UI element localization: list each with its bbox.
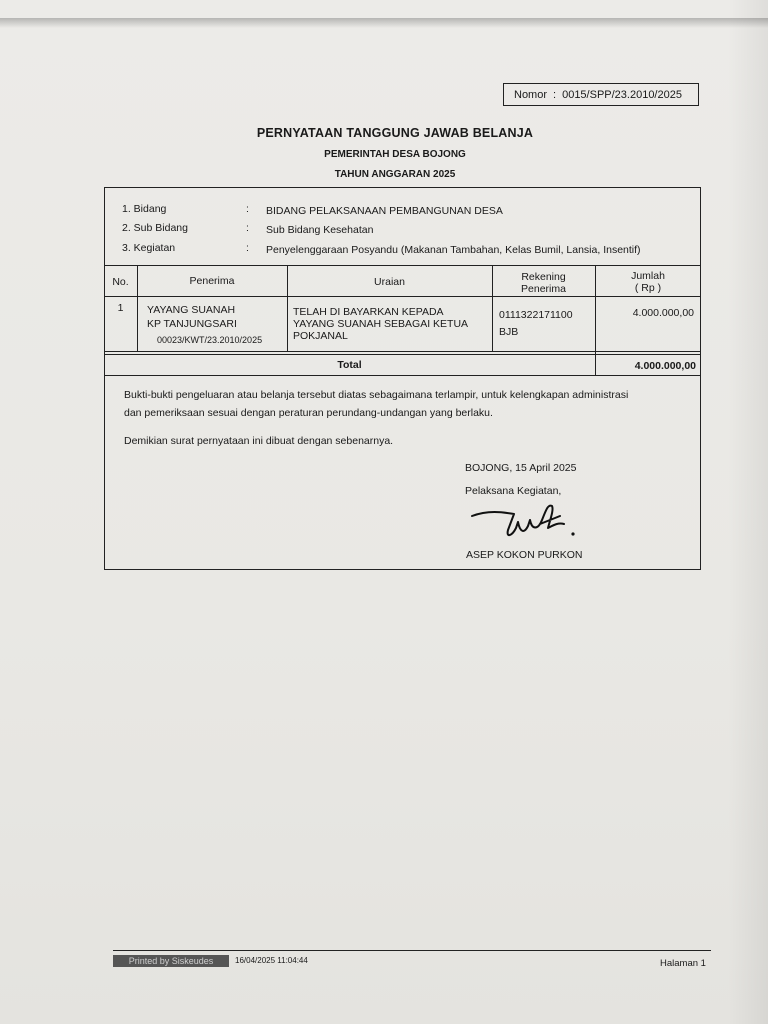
table-total-top-border — [104, 354, 701, 355]
row-uraian-line3: POKJANAL — [293, 330, 348, 342]
table-header-border — [104, 296, 701, 297]
info-subbidang-label: 2. Sub Bidang — [122, 222, 188, 234]
table-bottom-border — [104, 375, 701, 376]
printed-timestamp: 16/04/2025 11:04:44 — [235, 956, 308, 965]
table-row-border — [104, 351, 701, 352]
header-uraian: Uraian — [374, 276, 405, 288]
row-penerima-name: YAYANG SUANAH — [147, 304, 236, 316]
nomor-value: 0015/SPP/23.2010/2025 — [562, 89, 682, 101]
document-subtitle: PEMERINTAH DESA BOJONG — [324, 149, 466, 160]
row-penerima-kwitansi: 00023/KWT/23.2010/2025 — [157, 335, 263, 345]
info-bidang-value: BIDANG PELAKSANAAN PEMBANGUNAN DESA — [266, 205, 503, 217]
footer-divider — [113, 950, 711, 951]
statement-line1: Bukti-bukti pengeluaran atau belanja tersebut diatas sebagaimana terlampir, untuk kelengkapan administrasi — [124, 389, 629, 401]
info-subbidang-colon: : — [246, 222, 249, 234]
signature-place-date: BOJONG, 15 April 2025 — [465, 462, 577, 474]
nomor-separator: : — [553, 89, 557, 101]
header-rekening-line1: Rekening — [521, 271, 566, 283]
document-number-box — [503, 83, 699, 106]
statement-line3: Demikian surat pernyataan ini dibuat dengan sebenarnya. — [124, 435, 394, 447]
signature-name: ASEP KOKON PURKON — [466, 549, 583, 561]
info-subbidang-value: Sub Bidang Kesehatan — [266, 224, 374, 236]
signature-role: Pelaksana Kegiatan, — [465, 485, 562, 497]
document-year: TAHUN ANGGARAN 2025 — [334, 169, 456, 180]
row-rekening-number: 0111322171100 — [499, 309, 573, 321]
table-top-border — [104, 265, 701, 266]
row-uraian-line2: YAYANG SUANAH SEBAGAI KETUA — [293, 318, 469, 330]
info-kegiatan-colon: : — [246, 242, 249, 254]
row-jumlah: 4.000.000,00 — [632, 307, 694, 319]
handwritten-signature — [468, 500, 588, 546]
total-label: Total — [337, 359, 362, 371]
statement-line2: dan pemeriksaan sesuai dengan peraturan perundang-undangan yang berlaku. — [124, 407, 493, 419]
info-kegiatan-label: 3. Kegiatan — [122, 242, 176, 254]
header-jumlah-line2: ( Rp ) — [634, 282, 662, 294]
page-number: Halaman 1 — [660, 958, 706, 969]
row-penerima-address: KP TANJUNGSARI — [147, 318, 237, 330]
document-title: PERNYATAAN TANGGUNG JAWAB BELANJA — [256, 126, 534, 140]
row-no: 1 — [117, 302, 124, 314]
row-rekening-bank: BJB — [499, 326, 519, 338]
scan-top-edge — [0, 18, 768, 28]
header-no: No. — [112, 276, 129, 288]
nomor-label: Nomor — [514, 89, 548, 101]
header-rekening-line2: Penerima — [521, 283, 566, 295]
header-penerima: Penerima — [189, 275, 235, 287]
row-uraian-line1: TELAH DI BAYARKAN KEPADA — [293, 306, 444, 318]
printed-by-badge: Printed by Siskeudes — [113, 955, 229, 967]
total-value: 4.000.000,00 — [634, 360, 696, 372]
info-bidang-colon: : — [246, 203, 249, 215]
header-jumlah-line1: Jumlah — [631, 270, 665, 282]
info-kegiatan-value: Penyelenggaraan Posyandu (Makanan Tambahan, Kelas Bumil, Lansia, Insentif) — [266, 244, 641, 256]
info-bidang-label: 1. Bidang — [122, 203, 167, 215]
